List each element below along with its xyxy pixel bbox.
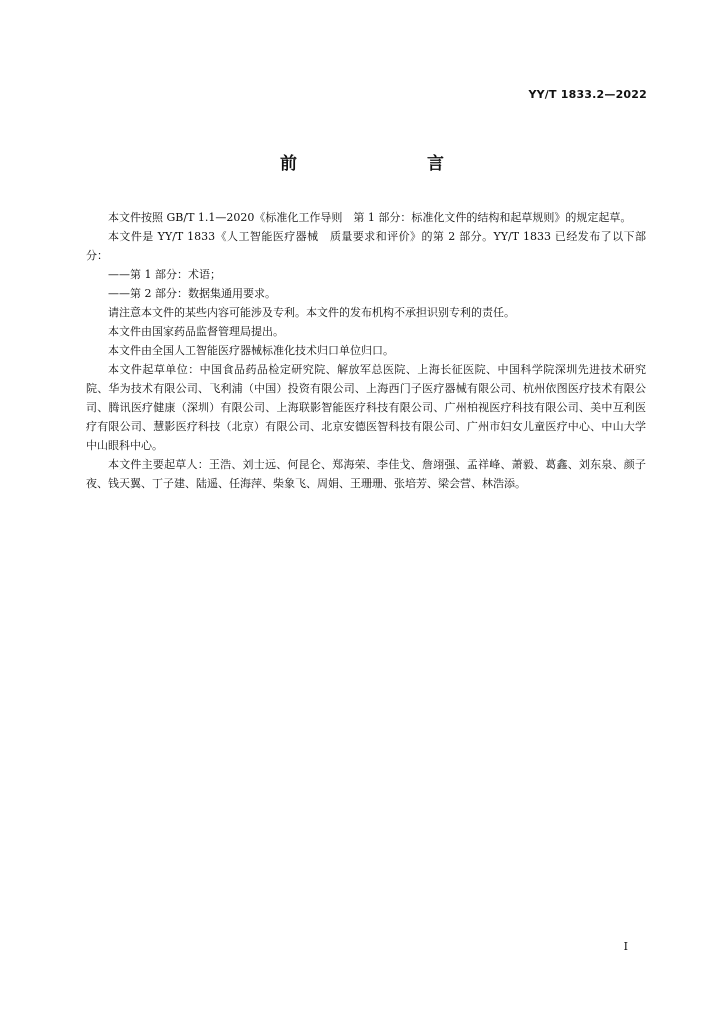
page-title: 前 言 bbox=[280, 154, 476, 174]
paragraph-main-drafters: 本文件主要起草人：王浩、刘士远、何昆仑、郑海荣、李佳戈、詹翊强、孟祥峰、萧毅、葛鑫、刘东泉、颜子夜、钱天翼、丁子建、陆遥、任海萍、柴象飞、周娟、王珊珊、张培芳、梁会营、林浩添。 bbox=[86, 458, 646, 490]
page-number: I bbox=[623, 940, 628, 953]
paragraph-centralized-by: 本文件由全国人工智能医疗器械标准化技术归口单位归口。 bbox=[108, 344, 394, 357]
standard-code: YY/T 1833.2—2022 bbox=[528, 88, 647, 101]
list-item-part-1: ——第 1 部分：术语； bbox=[108, 268, 221, 281]
document-body bbox=[86, 208, 646, 493]
paragraph-drafting-rules: 本文件按照 GB/T 1.1—2020《标准化工作导则 第 1 部分：标准化文件的结构和起草规则》的规定起草。 bbox=[108, 211, 632, 224]
paragraph-series-part: 本文件是 YY/T 1833《人工智能医疗器械 质量要求和评价》的第 2 部分。YY/T 1833 已经发布了以下部分： bbox=[86, 230, 646, 262]
paragraph-proposed-by: 本文件由国家药品监督管理局提出。 bbox=[108, 325, 284, 338]
paragraph-drafting-units: 本文件起草单位：中国食品药品检定研究院、解放军总医院、上海长征医院、中国科学院深圳先进技术研究院、华为技术有限公司、飞利浦（中国）投资有限公司、上海西门子医疗器械有限公司、杭州依图医疗技术有限公司、腾讯医疗健康（深圳）有限公司、上海联影智能医疗科技有限公司、广州柏视医疗科技有限公司、美中互利医疗有限公司、慧影医疗科技（北京）有限公司、北京安德医智科技有限公司、广州市妇女儿童医疗中心、中山大学中山眼科中心。 bbox=[86, 363, 646, 452]
list-item-part-2: ——第 2 部分：数据集通用要求。 bbox=[108, 287, 276, 300]
paragraph-patent-notice: 请注意本文件的某些内容可能涉及专利。本文件的发布机构不承担识别专利的责任。 bbox=[108, 306, 515, 319]
